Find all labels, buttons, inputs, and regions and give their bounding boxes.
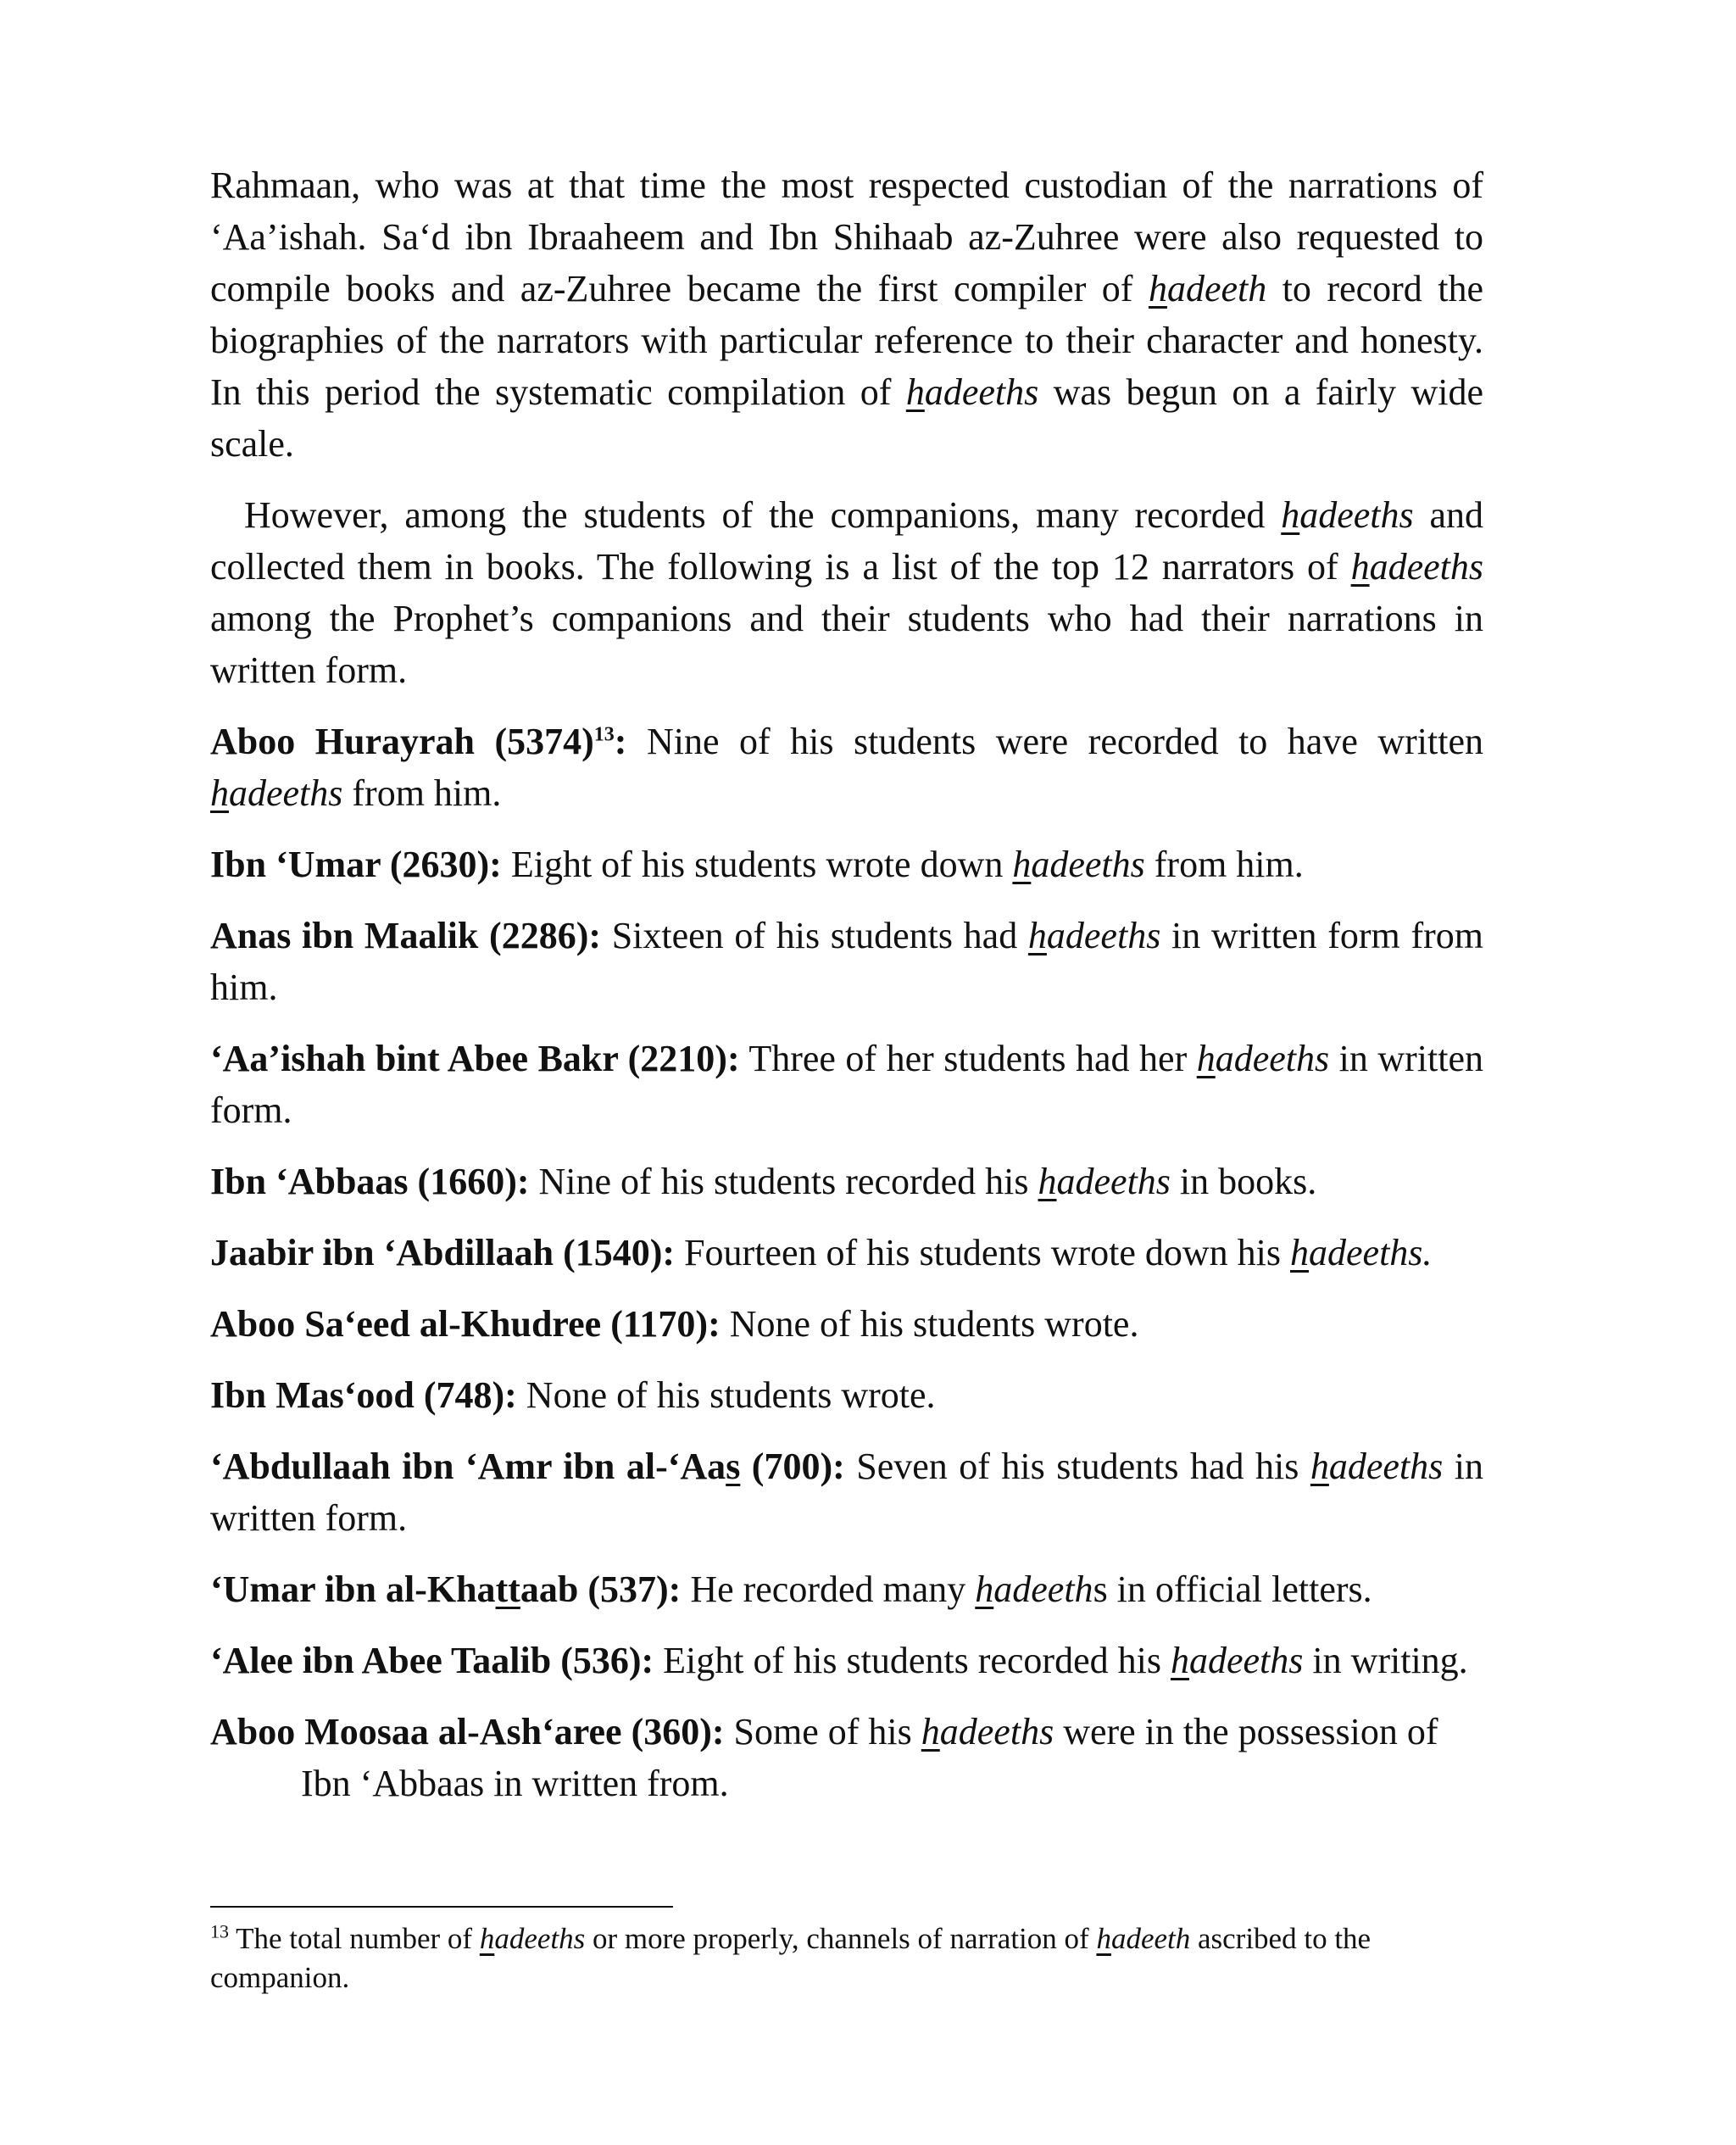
paragraph-2	[210, 489, 1483, 696]
footnote	[210, 1919, 1483, 1997]
narrator-text: from him.	[1144, 844, 1304, 885]
term-underlined-letter: h	[1281, 494, 1300, 536]
term-hadeeths	[1351, 546, 1483, 588]
narrator-text: from him.	[342, 772, 502, 814]
term-hadeeth	[1149, 268, 1266, 309]
term-hadeeths	[906, 371, 1038, 413]
narrator-name: ‘Umar ibn al-Khattaab (537):	[210, 1568, 682, 1610]
footnote-ref[interactable]: 13	[593, 723, 615, 746]
narrator-text: Fourteen of his students wrote down his	[675, 1232, 1291, 1273]
narrator-entry-anas-ibn-maalik	[210, 910, 1483, 1013]
narrator-text: Nine of his students were recorded to have written	[626, 721, 1483, 762]
narrator-entry-abdullaah-ibn-amr	[210, 1440, 1483, 1544]
term-hadeeths: hadeeths	[1012, 844, 1145, 885]
term-hadeeths	[1281, 494, 1413, 536]
narrator-text: Some of his	[724, 1711, 921, 1752]
footnote-divider	[210, 1906, 673, 1908]
term-underlined-letter: h	[1148, 268, 1167, 309]
narrator-text: None of his students wrote.	[720, 1303, 1139, 1345]
term-hadeeths: hadeeths	[1027, 915, 1161, 956]
term-hadeeths: hadeeths	[479, 1922, 586, 1955]
narrator-text: Nine of his students recorded his	[529, 1161, 1038, 1202]
text: However, among the students of the companions, many recorded	[244, 494, 1282, 536]
narrator-entry-aboo-moosaa	[210, 1706, 1483, 1809]
footnote-text: $^{13}$ The total number of hadeeths or more properly, channels of narration of hadeeth ascribed to the companion.	[210, 1920, 1372, 1994]
narrator-entry-aaishah	[210, 1033, 1483, 1136]
text: and collected them in books. The following is a list of the top 12 narrators of	[210, 494, 1483, 588]
narrator-entry-ibn-abbaas	[210, 1156, 1483, 1207]
narrator-name: Aboo Moosaa al-Ash‘aree (360):	[210, 1711, 725, 1752]
term-hadeeths: hadeeths	[1310, 1446, 1444, 1487]
narrator-text: in books.	[1170, 1161, 1317, 1202]
narrator-name: Ibn ‘Umar (2630):	[210, 844, 502, 885]
text: among the Prophet’s companions and their students who had their narrations in written form.	[210, 598, 1483, 691]
narrator-text: in written form from him.	[210, 915, 1483, 1008]
term-rest: adeeth	[1166, 268, 1267, 309]
footnote-number: 13	[210, 1920, 229, 1942]
text: to record the biographies of the narrators with particular reference to their character and honesty. In this period the systematic compilation of	[210, 268, 1483, 413]
narrator-entry-ibn-umar	[210, 838, 1483, 890]
term-hadeeths: hadeeths	[1196, 1038, 1330, 1079]
narrator-text: Seven of his students had his	[844, 1446, 1310, 1487]
term-hadeeths: hadeeths.	[1290, 1232, 1433, 1273]
narrator-text: s in official letters.	[1093, 1568, 1372, 1610]
term-hadeeths: hadeeths	[921, 1711, 1054, 1752]
narrator-text: in writing.	[1303, 1640, 1468, 1681]
narrator-entry-jaabir	[210, 1227, 1483, 1279]
term-rest: adeeths	[1369, 546, 1483, 588]
narrator-name: Jaabir ibn ‘Abdillaah (1540):	[210, 1232, 676, 1273]
narrator-name: ‘Aa’ishah bint Abee Bakr (2210):	[210, 1038, 740, 1079]
narrator-text: Eight of his students recorded his	[654, 1640, 1171, 1681]
narrator-name: Aboo Sa‘eed al-Khudree (1170):	[210, 1303, 721, 1345]
narrator-entry-umar-ibn-al-khattaab	[210, 1563, 1483, 1615]
narrator-entry-aboo-saeed	[210, 1298, 1483, 1350]
term-rest: adeeths	[924, 371, 1039, 413]
term-hadeeths: hadeeths	[210, 772, 343, 814]
term-underlined-letter: h	[905, 371, 925, 413]
text: Rahmaan, who was at that time the most respected custodian of the narrations of ‘Aa’ishah. Sa‘d ibn Ibraaheem and Ibn Shihaab az-Zuhree were also requested to compile books and az-Zuhree became the first compiler of	[210, 164, 1483, 309]
narrator-text: in written form.	[210, 1446, 1483, 1539]
narrator-entry-aboo-hurayrah	[210, 716, 1483, 819]
paragraph-1	[210, 159, 1483, 470]
narrator-text: He recorded many	[681, 1568, 976, 1610]
narrator-text: were in the possession of Ibn ‘Abbaas in written from.	[301, 1711, 1438, 1804]
term-hadeeth: hadeeth	[975, 1568, 1093, 1610]
text: was begun on a fairly wide scale.	[210, 371, 1483, 465]
term-underlined-letter: h	[1350, 546, 1370, 588]
narrator-entry-ibn-masood	[210, 1369, 1483, 1421]
narrator-name: Anas ibn Maalik (2286):	[210, 915, 602, 956]
narrator-entry-alee-ibn-abee-taalib	[210, 1635, 1483, 1686]
narrator-text: Sixteen of his students had	[601, 915, 1028, 956]
narrator-name: Ibn Mas‘ood (748):	[210, 1374, 517, 1416]
term-hadeeth: hadeeth	[1096, 1922, 1191, 1955]
narrator-name: ‘Alee ibn Abee Taalib (536):	[210, 1640, 654, 1681]
narrator-name: Aboo Hurayrah $(5374)^{13}$:	[210, 721, 627, 762]
narrator-text: Eight of his students wrote down	[501, 844, 1013, 885]
term-hadeeths: hadeeths	[1170, 1640, 1304, 1681]
page-body	[210, 159, 1483, 1829]
narrator-text: None of his students wrote.	[516, 1374, 936, 1416]
narrator-name: Ibn ‘Abbaas (1660):	[210, 1161, 530, 1202]
narrator-text: in written form.	[210, 1038, 1484, 1131]
narrator-name: ‘Abdullaah ibn ‘Amr ibn al-‘Aas (700):	[210, 1446, 845, 1487]
narrator-text: Three of her students had her	[739, 1038, 1197, 1079]
term-hadeeths: hadeeths	[1038, 1161, 1171, 1202]
term-rest: adeeths	[1299, 494, 1414, 536]
